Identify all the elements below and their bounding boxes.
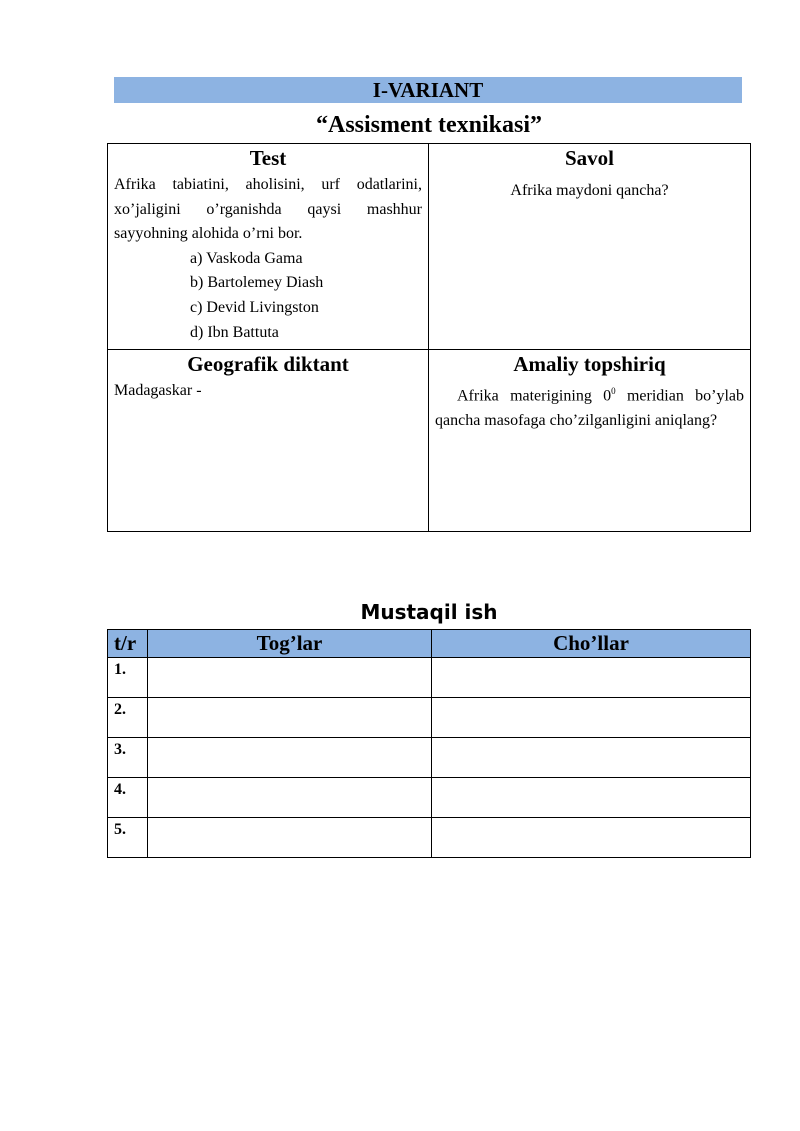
test-heading: Test: [249, 146, 287, 170]
table-row: [108, 818, 751, 858]
test-options: [190, 247, 422, 345]
row-number: 2.: [108, 698, 148, 738]
row-number: 1.: [108, 658, 148, 698]
mustaqil-ish-title: Mustaqil ish: [360, 600, 498, 624]
page-title: “Assisment texnikasi”: [315, 112, 543, 138]
savol-heading: Savol: [564, 146, 614, 170]
diktant-heading: Geografik diktant: [187, 352, 349, 376]
table-row: [108, 658, 751, 698]
test-cell: [108, 144, 429, 350]
amaliy-text: [435, 379, 744, 434]
chollar-cell[interactable]: [432, 698, 751, 738]
amaliy-text-after: meridian bo’ylab qancha masofaga cho’zilganligini aniqlang?: [435, 387, 744, 429]
test-option-a: a) Vaskoda Gama: [190, 249, 303, 267]
test-question: Afrika tabiatini, aholisini, urf odatlarini, xo’jaligini o’rganishda qaysi mashhur sayyohning alohida o’rni bor.: [114, 176, 422, 243]
toglar-cell[interactable]: [148, 698, 432, 738]
savol-question: Afrika maydoni qancha?: [510, 182, 669, 199]
assessment-row-1: [108, 144, 751, 350]
diktant-cell: [108, 350, 429, 532]
test-option-c: c) Devid Livingston: [190, 298, 319, 316]
assessment-row-2: [108, 350, 751, 532]
amaliy-heading: Amaliy topshiriq: [513, 352, 666, 376]
row-number: 4.: [108, 778, 148, 818]
col-header-toglar: Tog’lar: [148, 630, 432, 658]
table-row: [108, 738, 751, 778]
toglar-cell[interactable]: [148, 818, 432, 858]
row-number: 3.: [108, 738, 148, 778]
col-header-tr: t/r: [108, 630, 148, 658]
chollar-cell[interactable]: [432, 778, 751, 818]
toglar-cell[interactable]: [148, 738, 432, 778]
amaliy-degree-sup: 0: [611, 386, 616, 396]
savol-cell: [429, 144, 751, 350]
toglar-cell[interactable]: [148, 778, 432, 818]
table-row: [108, 778, 751, 818]
chollar-cell[interactable]: [432, 738, 751, 778]
test-option-b: b) Bartolemey Diash: [190, 274, 324, 292]
table-header-row: [108, 630, 751, 658]
chollar-cell[interactable]: [432, 818, 751, 858]
toglar-cell[interactable]: [148, 658, 432, 698]
diktant-text: Madagaskar -: [114, 382, 202, 399]
col-header-chollar: Cho’llar: [432, 630, 751, 658]
table-row: [108, 698, 751, 738]
row-number: 5.: [108, 818, 148, 858]
amaliy-cell: [429, 350, 751, 532]
test-option-d: d) Ibn Battuta: [190, 323, 279, 341]
amaliy-text-before: Afrika materigining 0: [457, 387, 612, 405]
variant-banner: I-VARIANT: [114, 77, 742, 103]
mustaqil-ish-table: [107, 629, 751, 858]
chollar-cell[interactable]: [432, 658, 751, 698]
assessment-table: [107, 143, 751, 532]
